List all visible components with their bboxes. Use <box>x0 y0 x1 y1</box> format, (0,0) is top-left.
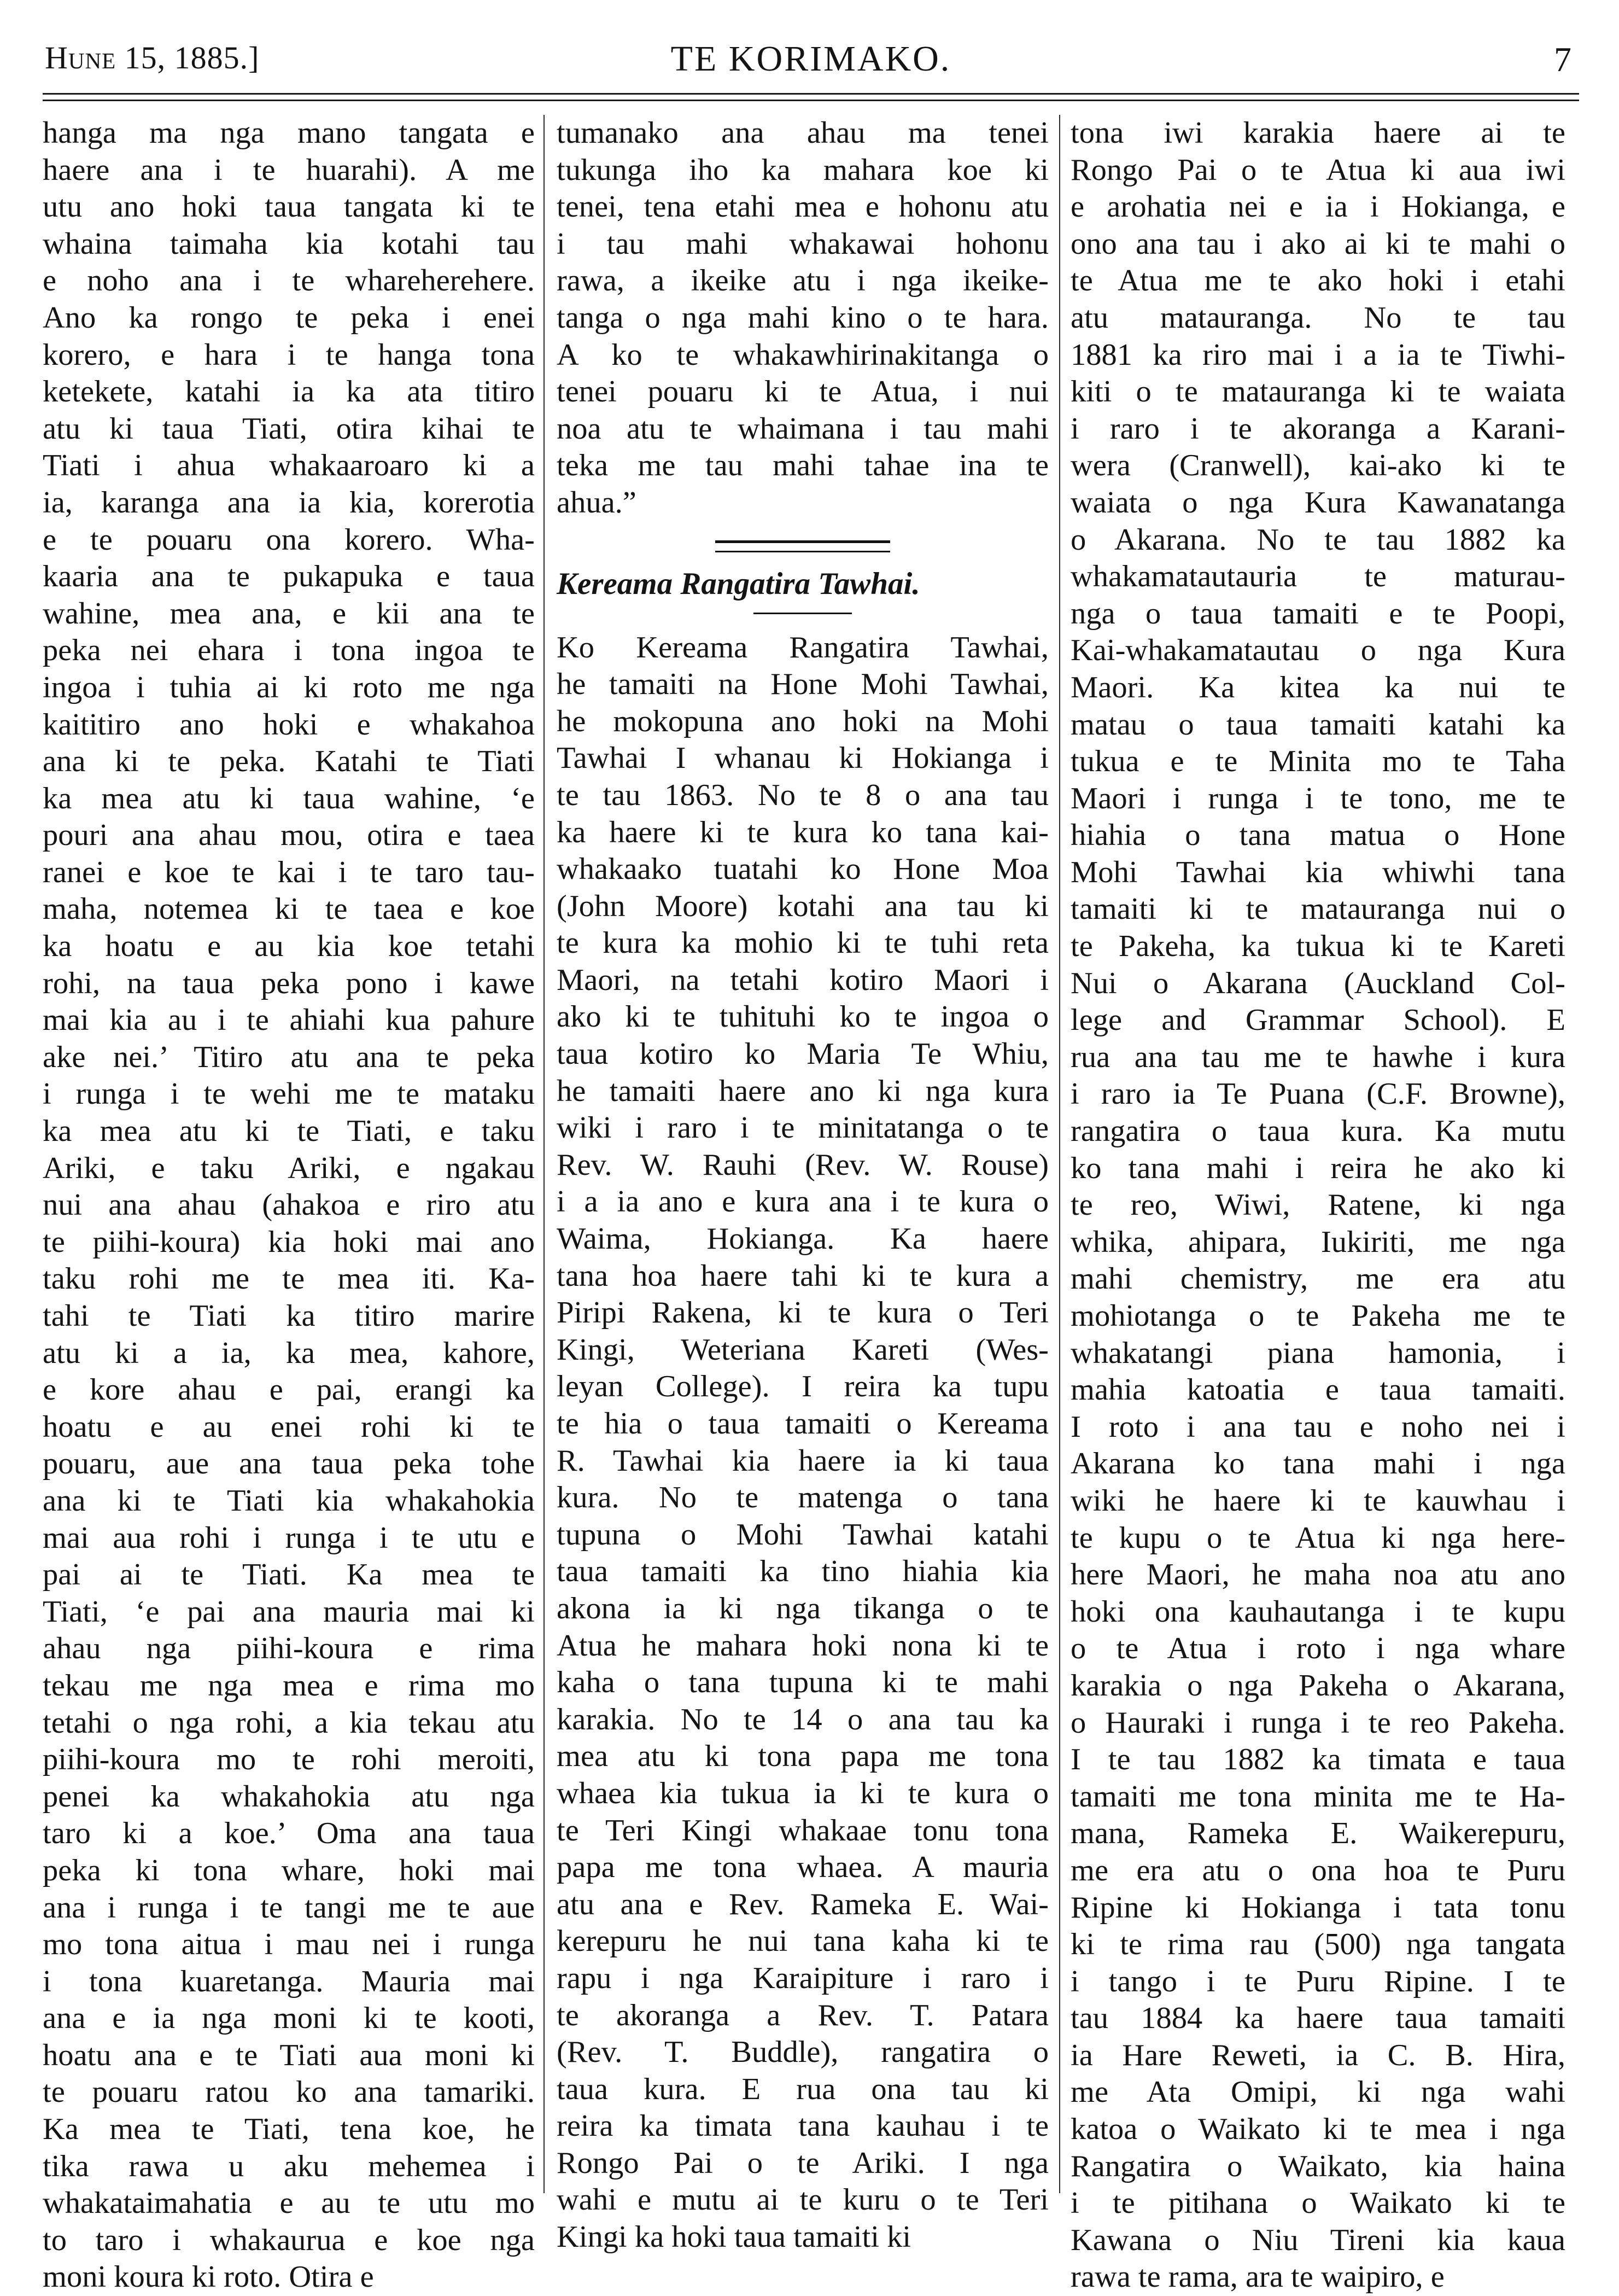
text-line: i tau mahi whakawai hohonu <box>557 226 1049 261</box>
text-line: te kupu o te Atua ki nga here- <box>1071 1520 1565 1555</box>
text-line: papa me tona whaea. A mauria <box>557 1850 1049 1885</box>
text-line: taua kotiro ko Maria Te Whiu, <box>557 1037 1049 1071</box>
text-line: Tiati, ‘e pai ana mauria mai ki <box>43 1594 535 1629</box>
text-line: kaha o tana tupuna ki te mahi <box>557 1665 1049 1700</box>
text-line: tona iwi karakia haere ai te <box>1071 116 1565 150</box>
text-line: ana ki te Tiati kia whakahokia <box>43 1483 535 1518</box>
column-divider <box>1059 115 1060 2193</box>
text-line: whakamatautauria te maturau- <box>1071 560 1565 594</box>
text-line: taua kura. E rua ona tau ki <box>557 2072 1049 2106</box>
text-line: kaititiro ano hoki e whakahoa <box>43 707 535 742</box>
text-line: Rongo Pai o te Ariki. I nga <box>557 2146 1049 2180</box>
text-line: Ripine ki Hokianga i tata tonu <box>1071 1890 1565 1925</box>
text-line: hoatu ana e te Tiati aua moni ki <box>43 2038 535 2072</box>
text-line: Mohi Tawhai kia whiwhi tana <box>1071 855 1565 889</box>
text-line: te kura ka mohio ki te tuhi reta <box>557 926 1049 960</box>
text-line: tekau me nga mea e rima mo <box>43 1668 535 1703</box>
text-line: o te Atua i roto i nga whare <box>1071 1631 1565 1666</box>
text-line: matau o taua tamaiti katahi ka <box>1071 707 1565 742</box>
text-line: Piripi Rakena, ki te kura o Teri <box>557 1296 1049 1330</box>
text-line: te pouaru ratou ko ana tamariki. <box>43 2075 535 2109</box>
text-line: me Ata Omipi, ki nga wahi <box>1071 2075 1565 2109</box>
column-2-top-text <box>557 115 1049 522</box>
text-line: rawa te rama, ara te waipiro, e <box>1071 2260 1445 2294</box>
text-line: e noho ana i te whareherehere. <box>43 264 535 298</box>
text-line: I te tau 1882 ka timata e taua <box>1071 1743 1565 1777</box>
text-line: Ko Kereama Rangatira Tawhai, <box>557 630 1049 665</box>
text-column-2 <box>557 115 1049 2254</box>
text-line: here Maori, he maha noa atu ano <box>1071 1558 1565 1592</box>
text-line: reira ka timata tana kauhau i te <box>557 2109 1049 2143</box>
text-line: i raro ia Te Puana (C.F. Browne), <box>1071 1077 1565 1111</box>
text-line: ana i runga i te tangi me te aue <box>43 1890 535 1925</box>
text-line: ako ki te tuhituhi ko te ingoa o <box>557 1000 1049 1034</box>
text-line: tenei, tena etahi mea e hohonu atu <box>557 190 1049 224</box>
section-divider <box>715 540 890 552</box>
text-line: I roto i ana tau e noho nei i <box>1071 1409 1565 1444</box>
text-line: ka haere ki te kura ko tana kai- <box>557 815 1049 849</box>
text-line: whakatangi piana hamonia, i <box>1071 1336 1565 1370</box>
text-column-1 <box>43 115 535 2294</box>
text-line: rapu i nga Karaipiture i raro i <box>557 1961 1049 1995</box>
article-heading: Kereama Rangatira Tawhai. <box>557 566 920 601</box>
text-line: atu ki taua Tiati, otira kihai te <box>43 411 535 446</box>
header-rule-thin <box>43 93 1579 95</box>
text-line: tanga o nga mahi kino o te hara. <box>557 300 1049 335</box>
text-line: ingoa i tuhia ai ki roto me nga <box>43 670 535 704</box>
text-line: rohi, na taua peka pono i kawe <box>43 966 535 1000</box>
text-line: whaina taimaha kia kotahi tau <box>43 226 535 261</box>
text-line: kerepuru he nui tana kaha ki te <box>557 1924 1049 1959</box>
text-line: tukunga iho ka mahara koe ki <box>557 153 1049 187</box>
text-line: e te pouaru ona korero. Wha- <box>43 522 535 557</box>
text-line: tumanako ana ahau ma tenei <box>557 116 1049 150</box>
text-line: kura. No te matenga o tana <box>557 1481 1049 1515</box>
text-line: korero, e hara i te hanga tona <box>43 337 535 372</box>
text-line: to taro i whakaurua e koe nga <box>43 2223 535 2257</box>
text-line: atu ana e Rev. Rameka E. Wai- <box>557 1887 1049 1921</box>
text-line: ia Hare Reweti, ia C. B. Hira, <box>1071 2038 1565 2072</box>
text-line: kiti o te matauranga ki te waiata <box>1071 375 1565 409</box>
text-line: moni koura ki roto. Otira e <box>43 2260 374 2294</box>
text-line: mahi chemistry, me era atu <box>1071 1262 1565 1296</box>
text-line: pai ai te Tiati. Ka mea te <box>43 1558 535 1592</box>
text-line: mo tona aitua i mau nei i runga <box>43 1927 535 1962</box>
text-line: o Akarana. No te tau 1882 ka <box>1071 522 1565 557</box>
text-line: Maori. Ka kitea ka nui te <box>1071 670 1565 704</box>
text-line: wiki i raro i te minitatanga o te <box>557 1111 1049 1145</box>
text-line: Waima, Hokianga. Ka haere <box>557 1222 1049 1256</box>
text-line: tukua e te Minita mo te Taha <box>1071 744 1565 779</box>
issue-date: Hune 15, 1885.] <box>45 40 260 75</box>
text-line: e kore ahau e pai, erangi ka <box>43 1373 535 1407</box>
text-line: he tamaiti haere ano ki nga kura <box>557 1074 1049 1108</box>
text-line: taku rohi me te mea iti. Ka- <box>43 1262 535 1296</box>
text-line: Kawana o Niu Tireni kia kaua <box>1071 2223 1565 2257</box>
text-line: Ariki, e taku Ariki, e ngakau <box>43 1151 535 1185</box>
heading-underline-rule <box>753 613 852 614</box>
text-line: ahua.” <box>557 485 636 520</box>
text-line: te hia o taua tamaiti o Kereama <box>557 1407 1049 1441</box>
text-line: 1881 ka riro mai i a ia te Tiwhi- <box>1071 337 1565 372</box>
text-line: i tango i te Puru Ripine. I te <box>1071 1964 1565 1998</box>
text-line: o Hauraki i runga i te reo Pakeha. <box>1071 1705 1565 1740</box>
text-line: Tiati i ahua whakaaroaro ki a <box>43 448 535 483</box>
text-line: mai kia au i te ahiahi kua pahure <box>43 1003 535 1038</box>
text-line: wahine, mea ana, e kii ana te <box>43 596 535 631</box>
text-line: ki te rima rau (500) nga tangata <box>1071 1927 1565 1962</box>
text-line: waiata o nga Kura Kawanatanga <box>1071 485 1565 520</box>
text-line: teka me tau mahi tahae ina te <box>557 448 1049 483</box>
text-line: Rangatira o Waikato, kia haina <box>1071 2149 1565 2183</box>
text-line: hoki ona kauhautanga i te kupu <box>1071 1594 1565 1629</box>
text-line: wera (Cranwell), kai-ako ki te <box>1071 448 1565 483</box>
text-line: rangatira o taua kura. Ka mutu <box>1071 1114 1565 1149</box>
text-line: ia, karanga ana ia kia, korerotia <box>43 485 535 520</box>
text-line: he tamaiti na Hone Mohi Tawhai, <box>557 667 1049 702</box>
text-line: pouri ana ahau mou, otira e taea <box>43 818 535 853</box>
text-line: ana ki te peka. Katahi te Tiati <box>43 744 535 779</box>
text-line: ka mea atu ki te Tiati, e taku <box>43 1114 535 1149</box>
text-line: rawa, a ikeike atu i nga ikeike- <box>557 264 1049 298</box>
text-line: ranei e koe te kai i te taro tau- <box>43 855 535 889</box>
text-line: atu ki a ia, ka mea, kahore, <box>43 1336 535 1370</box>
text-line: tahi te Tiati ka titiro marire <box>43 1299 535 1333</box>
text-line: mea atu ki tona papa me tona <box>557 1739 1049 1774</box>
text-line: piihi-koura mo te rohi meroiti, <box>43 1743 535 1777</box>
text-line: (Rev. T. Buddle), rangatira o <box>557 2035 1049 2070</box>
text-line: Tawhai I whanau ki Hokianga i <box>557 741 1049 776</box>
text-line: ketekete, katahi ia ka ata titiro <box>43 375 535 409</box>
header-rule-thick <box>43 100 1579 101</box>
text-line: Rev. W. Rauhi (Rev. W. Rouse) <box>557 1147 1049 1182</box>
text-line: noa atu te whaimana i tau mahi <box>557 411 1049 446</box>
column-divider <box>543 115 545 2193</box>
text-line: i tona kuaretanga. Mauria mai <box>43 1964 535 1998</box>
text-line: taro ki a koe.’ Oma ana taua <box>43 1816 535 1851</box>
text-line: te Teri Kingi whakaae tonu tona <box>557 1813 1049 1848</box>
text-line: Rongo Pai o te Atua ki aua iwi <box>1071 153 1565 187</box>
text-line: nui ana ahau (ahakoa e riro atu <box>43 1188 535 1222</box>
text-line: tau 1884 ka haere taua tamaiti <box>1071 2001 1565 2036</box>
text-line: katoa o Waikato ki te mea i nga <box>1071 2112 1565 2147</box>
text-line: Kingi ka hoki taua tamaiti ki <box>557 2220 911 2254</box>
text-line: karakia o nga Pakeha o Akarana, <box>1071 1668 1565 1703</box>
text-line: tamaiti ki te matauranga nui o <box>1071 892 1565 926</box>
text-line: atu matauranga. No te tau <box>1071 300 1565 335</box>
text-line: (John Moore) kotahi ana tau ki <box>557 889 1049 923</box>
text-line: tamaiti me tona minita me te Ha- <box>1071 1779 1565 1814</box>
text-line: tika rawa u aku mehemea i <box>43 2149 535 2183</box>
text-line: kaaria ana te pukapuka e taua <box>43 560 535 594</box>
text-line: A ko te whakawhirinakitanga o <box>557 337 1049 372</box>
text-line: haere ana i te huarahi). A me <box>43 153 535 187</box>
text-line: rua ana tau me te hawhe i kura <box>1071 1040 1565 1074</box>
text-line: peka ki tona whare, hoki mai <box>43 1853 535 1887</box>
text-line: e arohatia nei e ia i Hokianga, e <box>1071 190 1565 224</box>
text-line: te reo, Wiwi, Ratene, ki nga <box>1071 1188 1565 1222</box>
text-line: Atua he mahara hoki nona ki te <box>557 1628 1049 1663</box>
text-line: me era atu o ona hoa te Puru <box>1071 1853 1565 1887</box>
text-line: akona ia ki nga tikanga o te <box>557 1591 1049 1625</box>
text-line: mahia katoatia e taua tamaiti. <box>1071 1373 1565 1407</box>
text-line: tupuna o Mohi Tawhai katahi <box>557 1517 1049 1552</box>
text-line: te akoranga a Rev. T. Patara <box>557 1998 1049 2032</box>
text-line: karakia. No te 14 o ana tau ka <box>557 1702 1049 1736</box>
text-line: ake nei.’ Titiro atu ana te peka <box>43 1040 535 1074</box>
text-line: nga o taua tamaiti e te Poopi, <box>1071 596 1565 631</box>
text-line: lege and Grammar School). E <box>1071 1003 1565 1038</box>
text-line: Ka mea te Tiati, tena koe, he <box>43 2112 535 2147</box>
text-line: whika, ahipara, Iukiriti, me nga <box>1071 1225 1565 1259</box>
text-line: hiahia o tana matua o Hone <box>1071 818 1565 853</box>
page-header <box>43 39 1579 100</box>
text-line: tana hoa haere tahi ki te kura a <box>557 1258 1049 1293</box>
text-line: te Atua me te ako hoki i etahi <box>1071 264 1565 298</box>
text-line: pouaru, aue ana taua peka tohe <box>43 1447 535 1481</box>
text-line: i a ia ano e kura ana i te kura o <box>557 1185 1049 1219</box>
text-line: ka mea atu ki taua wahine, ‘e <box>43 781 535 815</box>
text-column-3 <box>1071 115 1565 2294</box>
text-line: te tau 1863. No te 8 o ana tau <box>557 778 1049 812</box>
text-line: Kingi, Weteriana Kareti (Wes- <box>557 1332 1049 1367</box>
text-line: tetahi o nga rohi, a kia tekau atu <box>43 1705 535 1740</box>
text-line: ana e ia nga moni ki te kooti, <box>43 2001 535 2036</box>
text-line: mai aua rohi i runga i te utu e <box>43 1520 535 1555</box>
text-line: Ano ka rongo te peka i enei <box>43 300 535 335</box>
text-line: penei ka whakahokia atu nga <box>43 1779 535 1814</box>
text-line: Nui o Akarana (Auckland Col- <box>1071 966 1565 1000</box>
text-line: whakaako tuatahi ko Hone Moa <box>557 852 1049 887</box>
text-line: leyan College). I reira ka tupu <box>557 1370 1049 1404</box>
text-line: Maori, na tetahi kotiro Maori i <box>557 963 1049 997</box>
text-line: whaea kia tukua ia ki te kura o <box>557 1776 1049 1810</box>
text-line: whakataimahatia e au te utu mo <box>43 2186 535 2221</box>
text-line: te piihi-koura) kia hoki mai ano <box>43 1225 535 1259</box>
text-line: utu ano hoki taua tangata ki te <box>43 190 535 224</box>
text-line: he mokopuna ano hoki na Mohi <box>557 704 1049 738</box>
text-line: hoatu e au enei rohi ki te <box>43 1409 535 1444</box>
text-line: R. Tawhai kia haere ia ki taua <box>557 1443 1049 1478</box>
newspaper-title: TE KORIMAKO. <box>670 39 951 79</box>
text-line: tenei pouaru ki te Atua, i nui <box>557 375 1049 409</box>
text-line: mohiotanga o te Pakeha me te <box>1071 1299 1565 1333</box>
text-line: Akarana ko tana mahi i nga <box>1071 1447 1565 1481</box>
text-line: i raro i te akoranga a Karani- <box>1071 411 1565 446</box>
text-line: te Pakeha, ka tukua ki te Kareti <box>1071 929 1565 964</box>
text-line: maha, notemea ki te taea e koe <box>43 892 535 926</box>
text-line: ko tana mahi i reira he ako ki <box>1071 1151 1565 1185</box>
text-line: mana, Rameka E. Waikerepuru, <box>1071 1816 1565 1851</box>
text-line: i te pitihana o Waikato ki te <box>1071 2186 1565 2221</box>
text-line: wiki he haere ki te kauwhau i <box>1071 1483 1565 1518</box>
text-line: peka nei ehara i tona ingoa te <box>43 633 535 668</box>
text-line: Maori i runga i te tono, me te <box>1071 781 1565 815</box>
text-line: Kai-whakamatautau o nga Kura <box>1071 633 1565 668</box>
text-line: taua tamaiti ka tino hiahia kia <box>557 1554 1049 1589</box>
text-line: ahau nga piihi-koura e rima <box>43 1631 535 1666</box>
text-line: ono ana tau i ako ai ki te mahi o <box>1071 226 1565 261</box>
text-line: ka hoatu e au kia koe tetahi <box>43 929 535 964</box>
text-line: hanga ma nga mano tangata e <box>43 116 535 150</box>
text-line: i runga i te wehi me te mataku <box>43 1077 535 1111</box>
text-line: wahi e mutu ai te kuru o te Teri <box>557 2183 1049 2217</box>
column-2-article-text <box>557 630 1049 2256</box>
page-number: 7 <box>1554 40 1571 79</box>
